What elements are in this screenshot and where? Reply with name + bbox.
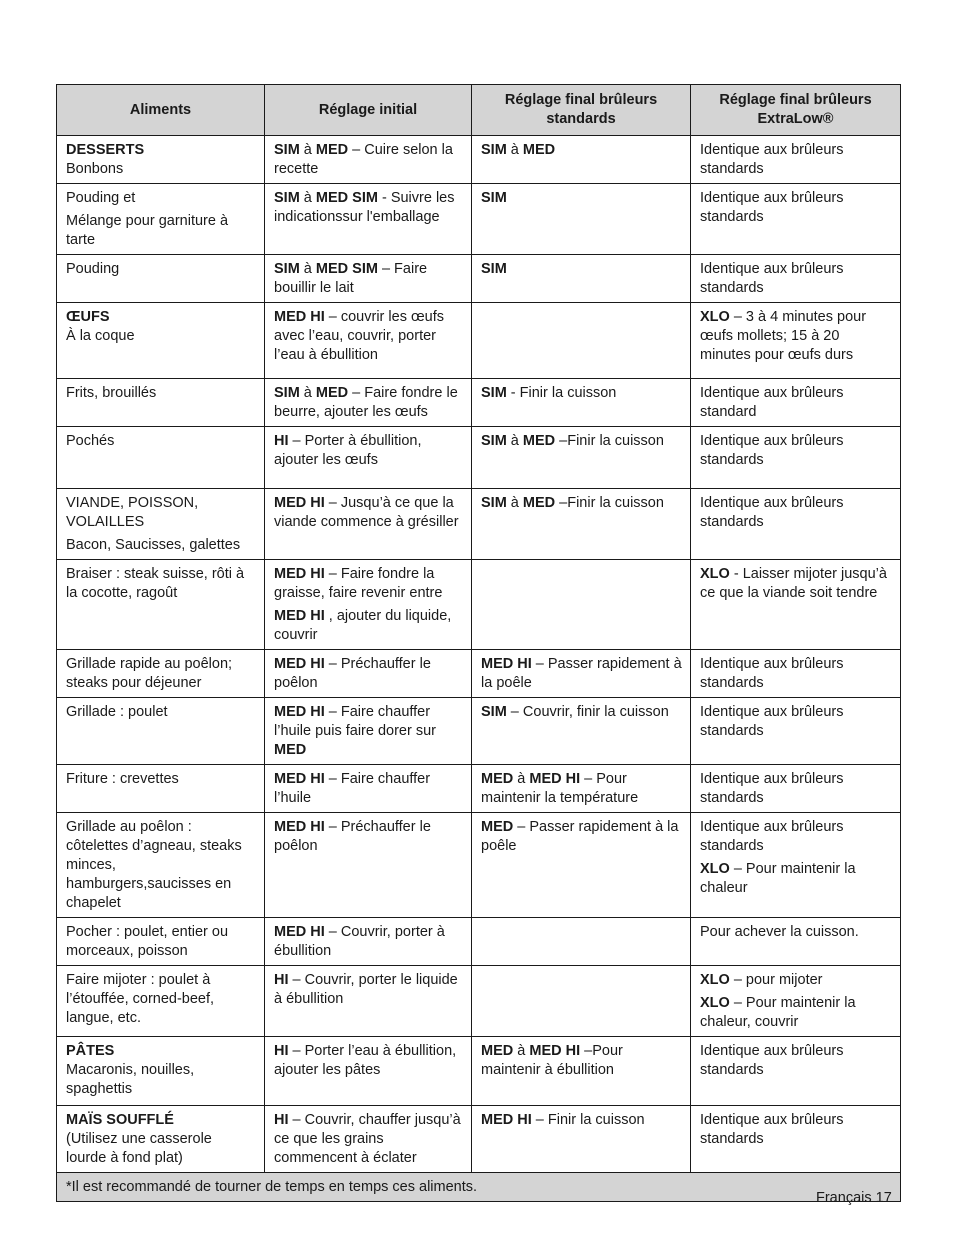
food-cell (57, 427, 265, 489)
setting-level: SIM (481, 704, 507, 720)
setting-level: ŒUFS (66, 309, 110, 325)
cell-text: , ajouter du liquide, couvrir (274, 608, 452, 643)
setting-level: MED (522, 495, 556, 511)
cell-text: Identique aux brûleurs standards (700, 1043, 844, 1078)
initial-setting-cell (265, 918, 472, 966)
setting-level: XLO (700, 566, 730, 582)
header-final-extralow: Réglage final brûleurs ExtraLow® (691, 85, 901, 136)
final-extralow-cell (691, 1037, 901, 1106)
table-row (57, 427, 901, 489)
final-standard-cell (472, 489, 691, 560)
cell-text: – Faire bouillir le lait (274, 261, 428, 296)
cell-text: Identique aux brûleurs standards (700, 190, 844, 225)
cell-text: à (513, 1043, 530, 1059)
initial-setting-cell (265, 765, 472, 813)
food-cell (57, 918, 265, 966)
setting-level: HI (274, 1043, 289, 1059)
cell-text: – Préchauffer le poêlon (274, 819, 431, 854)
cell-text: Identique aux brûleurs standards (700, 261, 844, 296)
table-row (57, 303, 901, 379)
cell-text: – Faire chauffer l’huile (274, 771, 431, 806)
footnote-row (57, 1173, 901, 1202)
final-standard-cell (472, 560, 691, 650)
cell-text: Identique aux brûleurs standards (700, 495, 844, 530)
initial-setting-cell (265, 255, 472, 303)
cell-text: Pouding (66, 261, 120, 277)
cell-text: – Couvrir, porter le liquide à ébullition (274, 972, 458, 1007)
cell-text: Pocher : poulet, entier ou morceaux, poisson (66, 924, 229, 959)
initial-setting-cell (265, 489, 472, 560)
setting-level: MED (481, 819, 514, 835)
cell-text: Identique aux brûleurs standards (700, 433, 844, 468)
cell-text: à (299, 142, 316, 158)
food-cell (57, 379, 265, 427)
final-standard-cell (472, 184, 691, 255)
setting-level: MED HI (274, 495, 325, 511)
setting-level: MED HI (274, 656, 325, 672)
final-standard-cell (472, 303, 691, 379)
setting-level: MED HI (274, 771, 325, 787)
food-cell (57, 560, 265, 650)
food-cell (57, 650, 265, 698)
cell-text: –Finir la cuisson (555, 495, 664, 511)
cell-text: – Couvrir, chauffer jusqu’à ce que les grains commencent à éclater (274, 1112, 461, 1166)
cell-text: Macaronis, nouilles, spaghettis (66, 1062, 195, 1097)
final-extralow-cell (691, 765, 901, 813)
final-extralow-cell (691, 136, 901, 184)
setting-level: MED HI (481, 656, 532, 672)
final-extralow-cell (691, 427, 901, 489)
setting-level: MED (274, 742, 307, 758)
final-extralow-cell (691, 918, 901, 966)
cell-text: – Passer rapidement à la poêle (481, 819, 679, 854)
cell-text: à (513, 771, 530, 787)
cell-text: Grillade rapide au poêlon; steaks pour déjeuner (66, 656, 233, 691)
cell-text: Pochés (66, 433, 115, 449)
cell-text: Mélange pour garniture à tarte (66, 213, 229, 248)
table-row (57, 698, 901, 765)
setting-level: MED HI (274, 566, 325, 582)
cell-text: – Préchauffer le poêlon (274, 656, 431, 691)
initial-setting-cell (265, 966, 472, 1037)
food-cell (57, 698, 265, 765)
cell-text: –Finir la cuisson (555, 433, 664, 449)
table-row (57, 184, 901, 255)
cell-text: Identique aux brûleurs standards (700, 656, 844, 691)
table-row (57, 255, 901, 303)
food-cell (57, 184, 265, 255)
setting-level: SIM (481, 433, 507, 449)
final-extralow-cell (691, 813, 901, 918)
initial-setting-cell (265, 379, 472, 427)
setting-level: MED (481, 771, 514, 787)
setting-level: SIM (481, 190, 507, 206)
cell-text: Identique aux brûleurs standards (700, 819, 844, 854)
cell-text: Grillade au poêlon : côtelettes d’agneau, steaks minces, hamburgers,saucisses en chapelet (66, 819, 242, 911)
cell-text: - Laisser mijoter jusqu’à ce que la viande soit tendre (700, 566, 887, 601)
setting-level: HI (274, 433, 289, 449)
cell-text: - Finir la cuisson (506, 385, 617, 401)
food-cell (57, 765, 265, 813)
page-number: Français 17 (816, 1190, 892, 1206)
final-standard-cell (472, 650, 691, 698)
cell-text: – Couvrir, porter à ébullition (274, 924, 445, 959)
cell-text: - Suivre les indicationssur l'emballage (274, 190, 455, 225)
cell-text: – Faire chauffer l’huile puis faire dorer sur (274, 704, 436, 739)
cell-text: – couvrir les œufs avec l’eau, couvrir, porter l’eau à ébullition (274, 309, 444, 363)
food-cell (57, 255, 265, 303)
cell-text: Identique aux brûleurs standards (700, 1112, 844, 1147)
final-extralow-cell (691, 255, 901, 303)
cell-text: – Passer rapidement à la poêle (481, 656, 682, 691)
final-extralow-cell (691, 966, 901, 1037)
final-standard-cell (472, 136, 691, 184)
setting-level: MED (522, 433, 556, 449)
setting-level: SIM (274, 385, 300, 401)
initial-setting-cell (265, 136, 472, 184)
cell-text: à (506, 495, 523, 511)
setting-level: SIM (481, 385, 507, 401)
cell-text: à (506, 142, 523, 158)
setting-level: SIM (274, 142, 300, 158)
initial-setting-cell (265, 184, 472, 255)
cell-text: Identique aux brûleurs standard (700, 385, 844, 420)
final-extralow-cell (691, 184, 901, 255)
cell-text: – Finir la cuisson (531, 1112, 645, 1128)
setting-level: XLO (700, 995, 730, 1011)
cell-text: Identique aux brûleurs standards (700, 704, 844, 739)
final-standard-cell (472, 1037, 691, 1106)
table-row (57, 1037, 901, 1106)
initial-setting-cell (265, 1037, 472, 1106)
cell-text: – Faire fondre la graisse, faire revenir entre (274, 566, 443, 601)
setting-level: MED SIM (315, 190, 378, 206)
initial-setting-cell (265, 560, 472, 650)
setting-level: MED (315, 385, 349, 401)
setting-level: MAÏS SOUFFLÉ (66, 1112, 174, 1128)
setting-level: XLO (700, 972, 730, 988)
food-cell (57, 1037, 265, 1106)
setting-level: SIM (481, 261, 507, 277)
setting-level: SIM (274, 190, 300, 206)
cell-text: Faire mijoter : poulet à l’étouffée, corned-beef, langue, etc. (66, 972, 215, 1026)
final-standard-cell (472, 813, 691, 918)
initial-setting-cell (265, 303, 472, 379)
setting-level: XLO (700, 309, 730, 325)
setting-level: MED (522, 142, 556, 158)
final-extralow-cell (691, 303, 901, 379)
setting-level: MED HI (274, 704, 325, 720)
initial-setting-cell (265, 427, 472, 489)
cell-text: Identique aux brûleurs standards (700, 771, 844, 806)
setting-level: SIM (481, 142, 507, 158)
setting-level: MED HI (481, 1112, 532, 1128)
table-row (57, 650, 901, 698)
cell-text: (Utilisez une casserole lourde à fond plat) (66, 1131, 212, 1166)
initial-setting-cell (265, 698, 472, 765)
table-row (57, 560, 901, 650)
table-row (57, 813, 901, 918)
food-cell (57, 489, 265, 560)
cell-text: Bonbons (66, 161, 124, 177)
setting-level: MED (481, 1043, 514, 1059)
cell-text: Frits, brouillés (66, 385, 157, 401)
cell-text: – 3 à 4 minutes pour œufs mollets; 15 à 20 minutes pour œufs durs (700, 309, 867, 363)
footnote: *Il est recommandé de tourner de temps en temps ces aliments. (57, 1173, 901, 1202)
initial-setting-cell (265, 1106, 472, 1173)
setting-level: MED HI (274, 924, 325, 940)
cell-text: – Pour maintenir la chaleur, couvrir (700, 995, 856, 1030)
cell-text: Bacon, Saucisses, galettes (66, 537, 241, 553)
table-row (57, 1106, 901, 1173)
setting-level: MED (315, 142, 349, 158)
cell-text: – Porter l’eau à ébullition, ajouter les pâtes (274, 1043, 457, 1078)
table-row (57, 918, 901, 966)
header-aliments: Aliments (57, 85, 265, 136)
cell-text: à (299, 190, 316, 206)
cell-text: –Pour maintenir à ébullition (481, 1043, 623, 1078)
final-standard-cell (472, 765, 691, 813)
food-cell (57, 966, 265, 1037)
header-reglage-initial: Réglage initial (265, 85, 472, 136)
setting-level: MED HI (529, 1043, 581, 1059)
cell-text: Grillade : poulet (66, 704, 168, 720)
cell-text: à (506, 433, 523, 449)
food-cell (57, 1106, 265, 1173)
cell-text: Braiser : steak suisse, rôti à la cocotte, ragoût (66, 566, 245, 601)
table-row (57, 136, 901, 184)
table-header-row (57, 85, 901, 136)
final-standard-cell (472, 698, 691, 765)
setting-level: MED SIM (315, 261, 378, 277)
cell-text: – pour mijoter (729, 972, 823, 988)
setting-level: SIM (274, 261, 300, 277)
setting-level: MED HI (274, 819, 325, 835)
cooking-settings-table (56, 84, 901, 1202)
cell-text: – Couvrir, finir la cuisson (506, 704, 669, 720)
setting-level: MED HI (274, 608, 325, 624)
setting-level: SIM (481, 495, 507, 511)
final-standard-cell (472, 379, 691, 427)
setting-level: MED HI (274, 309, 325, 325)
cell-text: Pour achever la cuisson. (700, 924, 859, 940)
cell-text: – Pour maintenir la température (481, 771, 639, 806)
final-extralow-cell (691, 1106, 901, 1173)
cell-text: – Jusqu’à ce que la viande commence à grésiller (274, 495, 459, 530)
table-row (57, 379, 901, 427)
final-standard-cell (472, 427, 691, 489)
cell-text: VIANDE, POISSON, VOLAILLES (66, 495, 199, 530)
final-extralow-cell (691, 698, 901, 765)
cell-text: Pouding et (66, 190, 136, 206)
food-cell (57, 303, 265, 379)
setting-level: XLO (700, 861, 730, 877)
final-extralow-cell (691, 489, 901, 560)
table-row (57, 489, 901, 560)
initial-setting-cell (265, 813, 472, 918)
cell-text: – Cuire selon la recette (274, 142, 453, 177)
final-extralow-cell (691, 379, 901, 427)
cell-text: – Faire fondre le beurre, ajouter les œufs (274, 385, 458, 420)
cell-text: Friture : crevettes (66, 771, 179, 787)
cell-text: à (299, 385, 316, 401)
cell-text: – Pour maintenir la chaleur (700, 861, 856, 896)
final-standard-cell (472, 255, 691, 303)
cell-text: Identique aux brûleurs standards (700, 142, 844, 177)
final-standard-cell (472, 1106, 691, 1173)
setting-level: HI (274, 1112, 289, 1128)
cell-text: – Porter à ébullition, ajouter les œufs (274, 433, 422, 468)
setting-level: DESSERTS (66, 142, 145, 158)
initial-setting-cell (265, 650, 472, 698)
final-extralow-cell (691, 650, 901, 698)
header-final-standard: Réglage final brûleurs standards (472, 85, 691, 136)
final-standard-cell (472, 918, 691, 966)
final-extralow-cell (691, 560, 901, 650)
setting-level: HI (274, 972, 289, 988)
table-row (57, 966, 901, 1037)
setting-level: PÂTES (66, 1043, 115, 1059)
setting-level: MED HI (529, 771, 581, 787)
final-standard-cell (472, 966, 691, 1037)
food-cell (57, 136, 265, 184)
food-cell (57, 813, 265, 918)
cell-text: À la coque (66, 328, 135, 344)
table-row (57, 765, 901, 813)
cell-text: à (299, 261, 316, 277)
